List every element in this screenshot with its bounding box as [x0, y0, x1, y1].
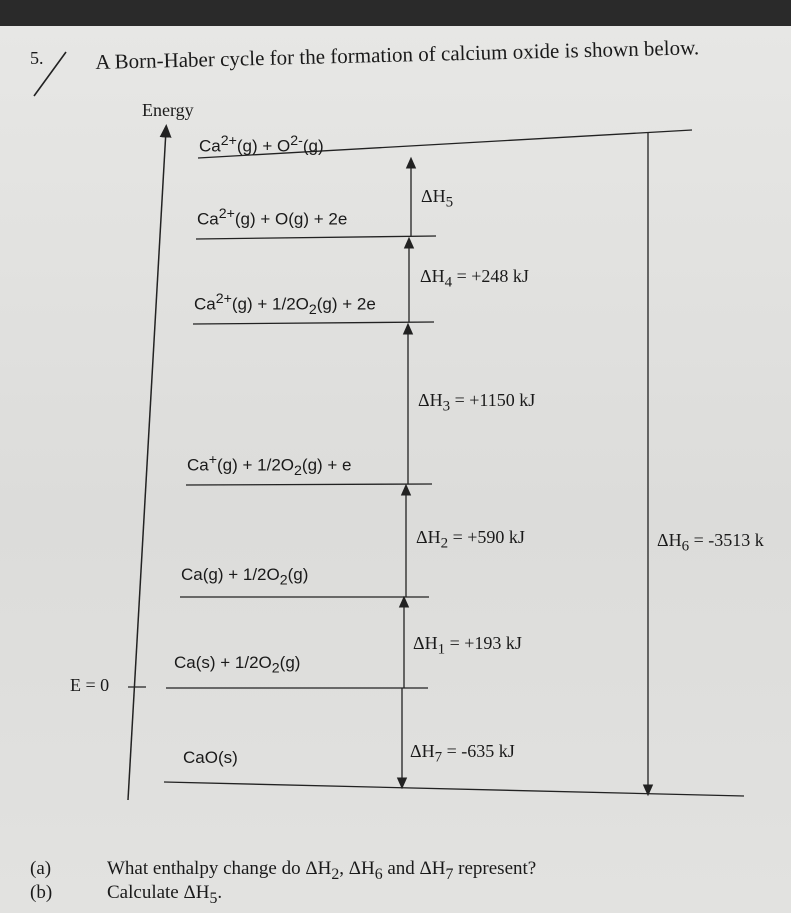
part-a-text: What enthalpy change do $\Delta H_2$, $\Delta H_6$ and $\Delta H_7$ represent?: [107, 858, 537, 883]
level-cag-o2half: $Ca(g) + 1/2O_2(g)$: [181, 565, 309, 589]
level-ca2-o2: $Ca^{2+}(g) + O^{2-}(g)$: [199, 133, 324, 156]
question-heading: A Born-Haber cycle for the formation of calcium oxide is shown below.: [95, 35, 700, 74]
enthalpy-dh6: $\Delta H_6 = -3513$ k: [657, 530, 764, 555]
part-b-text: Calculate $\Delta H_5$.: [107, 882, 223, 907]
level-ca2-o: $Ca^{2+}(g) + O(g) + 2e$: [197, 206, 348, 229]
part-a-label: (a): [30, 858, 52, 879]
level-cas-o2half: $Ca(s) + 1/2O_2(g)$: [174, 653, 301, 677]
enthalpy-dh1: $\Delta H_1 = +193$ kJ: [413, 633, 522, 658]
level-line-ca2-o2half: [193, 322, 434, 324]
level-line-ca1-o2half: [186, 484, 432, 485]
energy-axis-label: Energy: [142, 100, 194, 120]
enthalpy-dh3: $\Delta H_3 = +1150$ kJ: [418, 390, 536, 415]
part-b: [30, 882, 730, 906]
enthalpy-dh2: $\Delta H_2 = +590$ kJ: [416, 527, 525, 552]
question-number: 5.: [30, 48, 44, 68]
level-ca2-o2half: $Ca^{2+}(g) + 1/2O_2(g) + 2e$: [194, 291, 376, 319]
level-line-ca2-o: [196, 236, 436, 239]
level-cao: CaO(s): [183, 748, 238, 767]
enthalpy-dh7: $\Delta H_7 = -635$ kJ: [410, 741, 515, 766]
enthalpy-dh4: $\Delta H_4 = +248$ kJ: [420, 266, 529, 291]
part-a: [30, 858, 730, 882]
part-b-label: (b): [30, 882, 53, 903]
zero-energy-label: E = 0: [70, 675, 110, 695]
level-ca1-o2half: $Ca^+(g) + 1/2O_2(g) + e$: [187, 452, 352, 480]
energy-axis: [128, 130, 166, 800]
enthalpy-dh5: $\Delta H_5$: [421, 186, 454, 211]
level-line-cao: [164, 782, 744, 796]
